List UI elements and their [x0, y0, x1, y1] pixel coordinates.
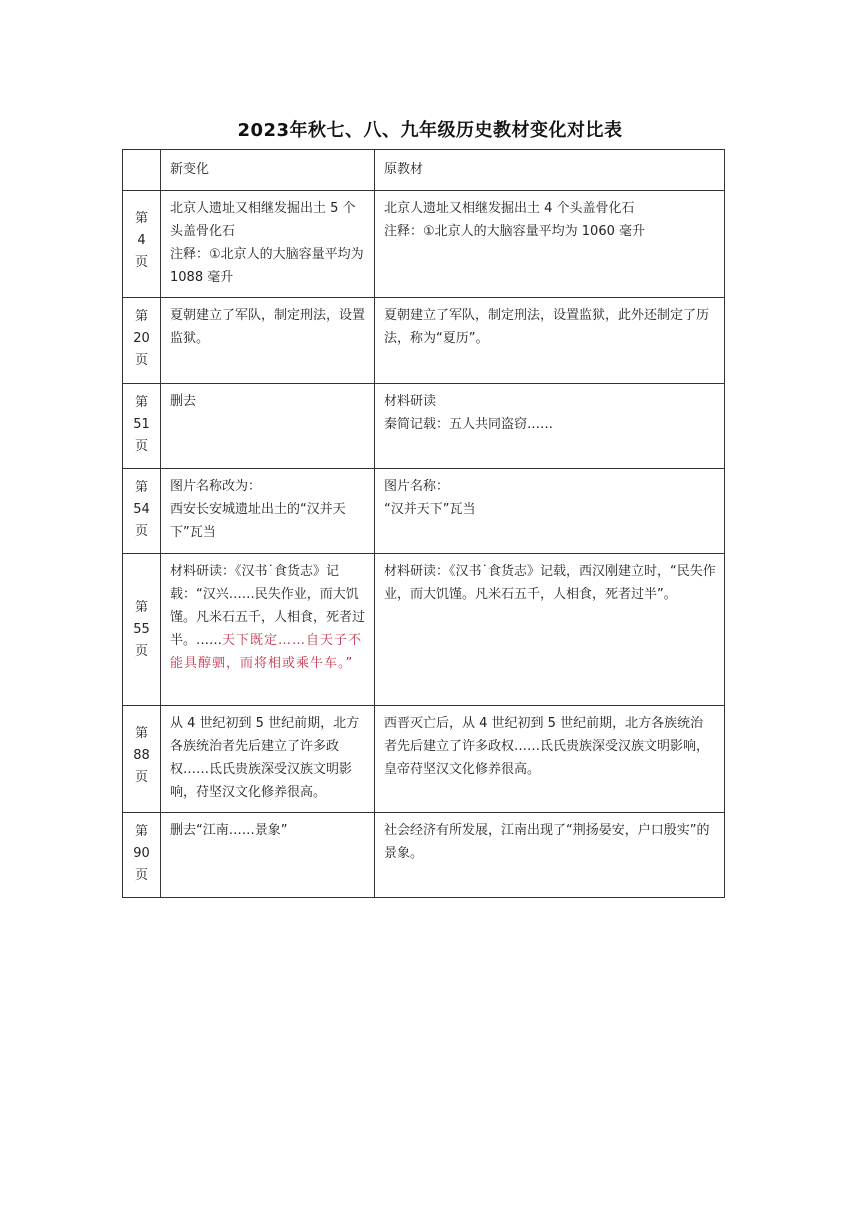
page-prefix: 第 [134, 309, 148, 324]
comparison-table [122, 149, 725, 898]
page-number-cell [123, 298, 161, 384]
table-row [123, 384, 725, 469]
header-original-textbook: 原教材 [375, 150, 725, 191]
page-number: 54 [133, 502, 150, 517]
page-number: 55 [133, 621, 150, 637]
original-text: 图片名称： [384, 479, 450, 494]
table-row [123, 298, 725, 384]
page-prefix: 第 [134, 726, 148, 741]
page-prefix: 第 [134, 211, 148, 226]
new-text: 材料研读：《汉书˙食货志》记载：“汉兴……民失作业，而大饥馑。凡米石五千，人相食，死者过半。…… [170, 564, 366, 648]
page-number: 90 [133, 846, 150, 861]
page-suffix: 页 [134, 439, 148, 454]
page-suffix: 页 [134, 643, 148, 659]
new-change-cell [161, 298, 375, 384]
original-text: 材料研读 [384, 394, 437, 409]
page-number-cell [123, 813, 161, 898]
page-number-cell [123, 469, 161, 554]
original-text: 西晋灭亡后，从 4 世纪初到 5 世纪前期，北方各族统治者先后建立了许多政权……氐氏贵族深受汉族文明影响，皇帝苻坚汉文化修养很高。 [384, 716, 710, 777]
new-text: 西安长安城遗址出土的“汉并天下”瓦当 [170, 502, 346, 540]
page-number-cell [123, 191, 161, 298]
new-text: 图片名称改为： [170, 479, 262, 494]
page-number: 88 [133, 748, 150, 763]
page-prefix: 第 [134, 480, 148, 495]
original-text-cell [375, 554, 725, 706]
original-text-cell [375, 469, 725, 554]
new-change-cell [161, 706, 375, 813]
page-number-cell [123, 384, 161, 469]
table-row [123, 813, 725, 898]
new-change-cell [161, 813, 375, 898]
page-suffix: 页 [134, 524, 148, 539]
new-change-cell [161, 469, 375, 554]
new-text: 夏朝建立了军队，制定刑法，设置监狱。 [170, 308, 366, 346]
original-text-cell [375, 384, 725, 469]
original-text: 注释：①北京人的大脑容量平均为 1060 毫升 [384, 224, 646, 239]
new-text: 注释：①北京人的大脑容量平均为 1088 毫升 [170, 247, 364, 285]
page-suffix: 页 [134, 770, 148, 785]
header-new-changes: 新变化 [161, 150, 375, 191]
table-row [123, 191, 725, 298]
document-title: 2023年秋七、八、九年级历史教材变化对比表 [237, 120, 623, 141]
page-prefix: 第 [134, 824, 148, 839]
new-change-cell [161, 191, 375, 298]
original-text: “汉并天下”瓦当 [384, 502, 476, 517]
page-prefix: 第 [134, 599, 148, 615]
original-text-cell [375, 298, 725, 384]
new-change-cell [161, 384, 375, 469]
original-text-cell [375, 813, 725, 898]
original-text-cell [375, 191, 725, 298]
new-text: 从 4 世纪初到 5 世纪前期，北方各族统治者先后建立了许多政权……氐氏贵族深受汉族文明影响，苻坚汉文化修养很高。 [170, 716, 360, 800]
original-text: 北京人遗址又相继发掘出土 4 个头盖骨化石 [384, 201, 635, 216]
table-row [123, 706, 725, 813]
new-change-cell [161, 554, 375, 706]
original-text: 社会经济有所发展，江南出现了“荆扬晏安，户口殷实”的景象。 [384, 823, 710, 861]
page-suffix: 页 [134, 353, 148, 368]
table-row [123, 469, 725, 554]
original-text-cell [375, 706, 725, 813]
new-text: 北京人遗址又相继发掘出土 5 个头盖骨化石 [170, 201, 356, 239]
page-number-cell [123, 706, 161, 813]
page-prefix: 第 [134, 395, 148, 410]
original-text: 秦简记载：五人共同盗窃…… [384, 417, 554, 432]
original-text: 夏朝建立了军队，制定刑法，设置监狱，此外还制定了历法，称为“夏历”。 [384, 308, 710, 346]
new-text-highlight: 天下既定……自天子不能具醇驷，而将相或乘牛车。” [170, 633, 363, 671]
table-row [123, 554, 725, 706]
table-header-row [123, 150, 725, 191]
new-text: 删去“江南……景象” [170, 823, 288, 838]
original-text: 材料研读：《汉书˙食货志》记载，西汉刚建立时，“民失作业，而大饥馑。凡米石五千，人相食，死者过半”。 [384, 564, 716, 602]
page-number: 4 [137, 233, 146, 248]
new-text: 删去 [170, 394, 197, 409]
page-number: 51 [133, 417, 150, 432]
header-page-cell [123, 150, 161, 191]
page-suffix: 页 [134, 868, 148, 883]
page-number-cell [123, 554, 161, 706]
page-number: 20 [133, 331, 150, 346]
page-suffix: 页 [134, 255, 148, 270]
